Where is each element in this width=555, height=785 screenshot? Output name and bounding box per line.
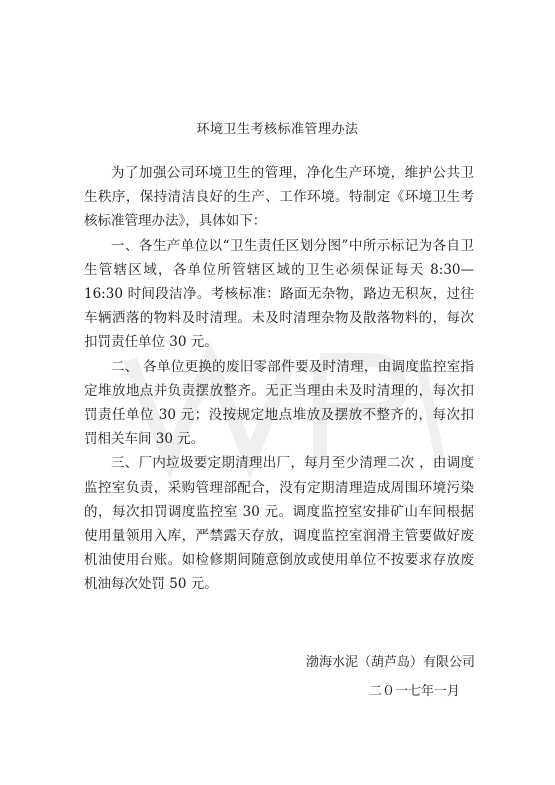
rule-paragraph-3: 三、厂内垃圾要定期清理出厂，每月至少清理二次 ，由调度监控室负责，采购管理部配合，没有定期清理造成周围环境污染的，每次扣罚调度监控室 30 元。调度监控室安排矿山车间根据使用量领用入库，严禁露天存放，调度监控室润滑主管要做好废机油使用台账。如检修期间随意倒放或使用单位不按要求存放废机油每次处罚 50 元。: [84, 455, 474, 593]
document-title: 环境卫生考核标准管理办法: [196, 122, 359, 137]
signature-date: 二０一七年一月: [368, 684, 460, 699]
rule-paragraph-2: 二、 各单位更换的废旧零部件要及时清理，由调度监控室指定堆放地点并负责摆放整齐。无正当理由未及时清理的，每次扣罚责任单位 30 元；没按规定地点堆放及摆放不整齐的，每次扣罚相关车间 30 元。: [84, 358, 474, 448]
rule-paragraph-1: 一、各生产单位以“卫生责任区划分图”中所示标记为各自卫生管辖区域，各单位所管辖区域的卫生必须保证每天 8:30—16:30 时间段洁净。考核标准：路面无杂物，路边无积灰，过往车辆洒落的物料及时清理。未及时清理杂物及散落物料的，每次扣罚责任单位 30 元。: [84, 237, 474, 351]
signature-company: 渤海水泥（葫芦岛）有限公司: [305, 655, 475, 670]
document-body: [84, 161, 474, 597]
intro-paragraph: 为了加强公司环境卫生的管理，净化生产环境，维护公共卫生秩序，保持清洁良好的生产、工作环境。特制定《环境卫生考核标准管理办法》，具体如下：: [84, 165, 474, 230]
